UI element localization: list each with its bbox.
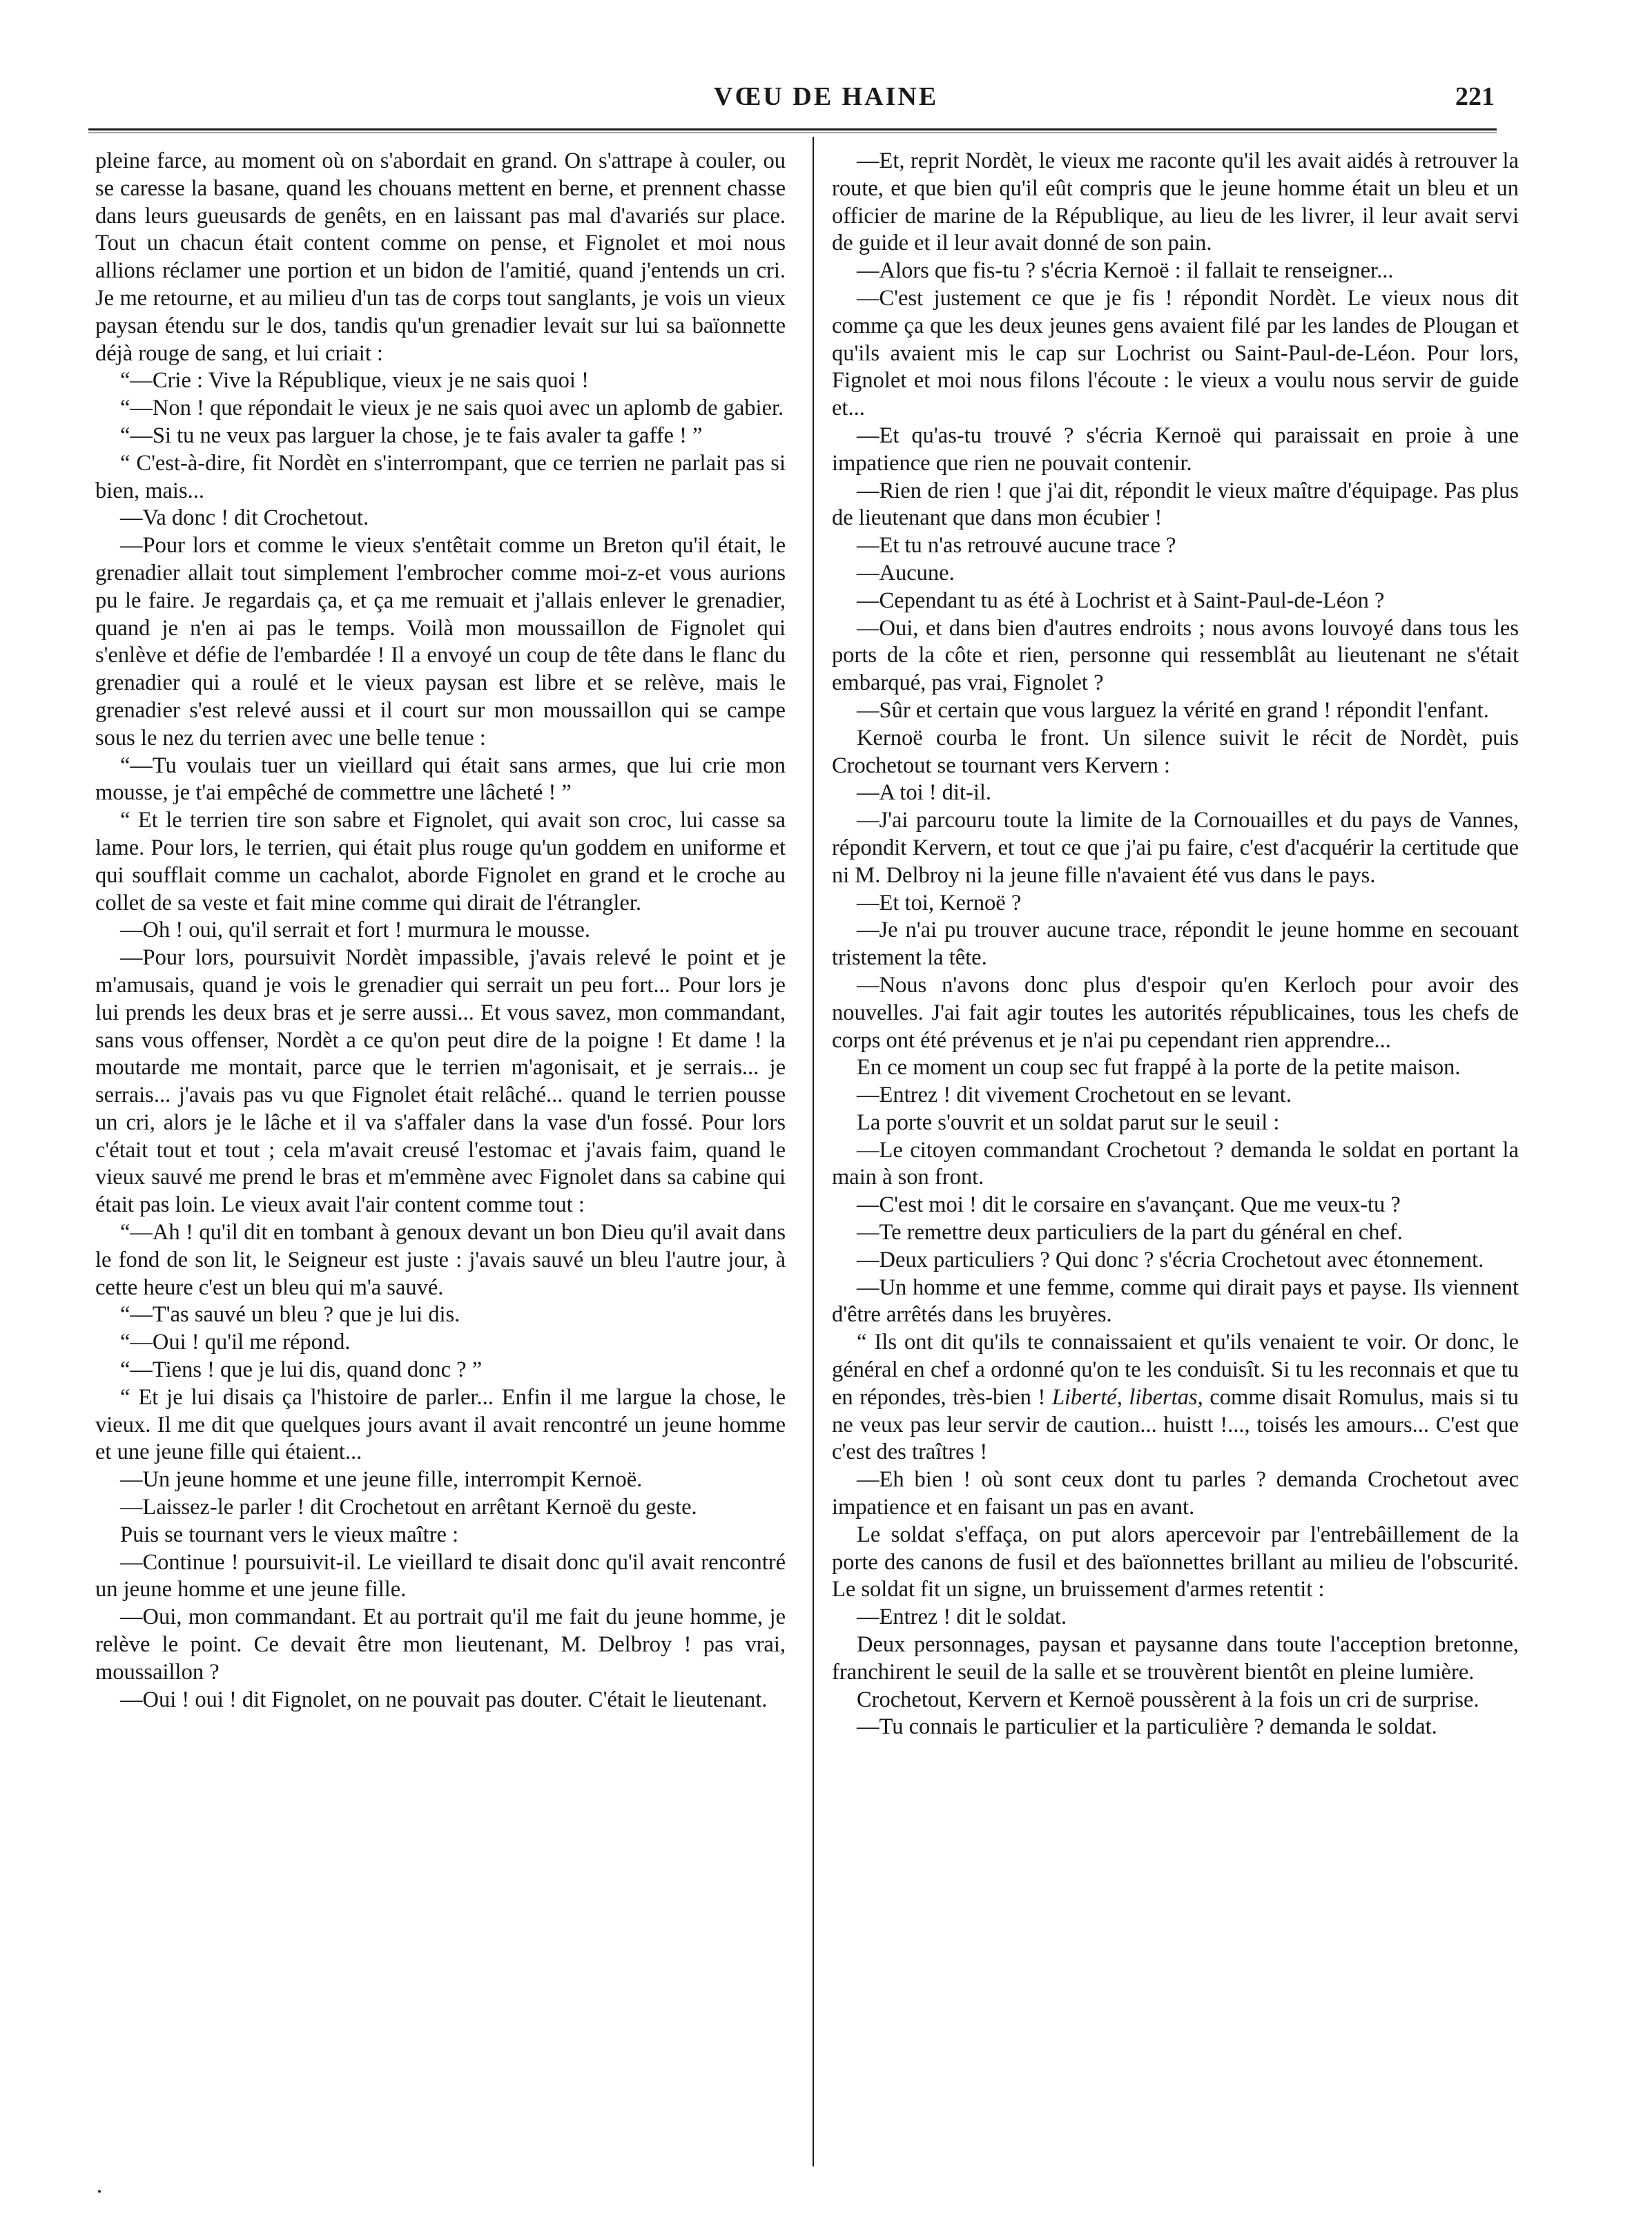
header-rule (88, 128, 1497, 130)
paragraph: —Je n'ai pu trouver aucune trace, répondit le jeune homme en secouant tristement la tête. (832, 918, 1519, 971)
paragraph: —Pour lors, poursuivit Nordèt impassible, j'avais relevé le point et je m'amusais, quand je vois le grenadier qui serrait un peu fort... Pour lors je lui prends les deux bras et je serre aussi... Et vous savez, mon commandant, sans vous offenser, Nordèt a ce qu'on peut dire de la poigne ! Et dame ! la moutarde me montait, parce que le terrien m'agonisait, et je serrais... je serrais... j'avais pas vu que Fignolet était relâché... quand le terrien pousse un cri, alors je le lâche et il va s'affaler dans la vase d'un fossé. Pour lors c'était tout et tout ; cela m'avait creusé l'estomac et j'avais faim, quand le vieux sauvé me prend le bras et m'emmène avec Fignolet dans sa cabine qui était pas loin. Le vieux avait l'air content comme tout : (95, 945, 786, 1218)
paragraph (832, 1329, 1519, 1466)
italic-phrase: Liberté, libertas, (1051, 1384, 1203, 1410)
paragraph: “—T'as sauvé un bleu ? que je lui dis. (120, 1302, 460, 1328)
paragraph: —Oui ! oui ! dit Fignolet, on ne pouvait pas douter. C'était le lieutenant. (120, 1687, 768, 1712)
paragraph: —J'ai parcouru toute la limite de la Cornouailles et du pays de Vannes, répondit Kervern, et tout ce que j'ai pu faire, c'est d'acquérir la certitude que ni M. Delbroy ni la jeune fille n'avaient été vus dans le pays. (832, 808, 1519, 888)
paragraph: —Entrez ! dit vivement Crochetout en se levant. (857, 1083, 1292, 1108)
page-number: 221 (1455, 82, 1495, 111)
paragraph: —Et toi, Kernoë ? (857, 890, 1022, 915)
paragraph: —Le citoyen commandant Crochetout ? demanda le soldat en portant la main à son front. (832, 1137, 1519, 1190)
column-divider (813, 137, 814, 2167)
paragraph: —Un jeune homme et une jeune fille, interrompit Kernoë. (120, 1467, 643, 1493)
paragraph: “—Ah ! qu'il dit en tombant à genoux devant un bon Dieu qu'il avait dans le fond de son lit, le Seigneur est juste : j'avais sauvé un bleu l'autre jour, à cette heure c'est un bleu qui m'a sauvé. (95, 1220, 786, 1300)
paragraph: “—Si tu ne veux pas larguer la chose, je te fais avaler ta gaffe ! ” (120, 423, 703, 448)
left-column (95, 148, 786, 2164)
paragraph: —Laissez-le parler ! dit Crochetout en arrêtant Kernoë du geste. (120, 1495, 697, 1520)
paragraph: Deux personnages, paysan et paysanne dans toute l'acception bretonne, franchirent le seuil de la salle et se trouvèrent bientôt en pleine lumière. (832, 1632, 1519, 1685)
paragraph: —Va donc ! dit Crochetout. (120, 505, 369, 531)
paragraph: “—Oui ! qu'il me répond. (120, 1330, 351, 1355)
paragraph: —Et, reprit Nordèt, le vieux me raconte qu'il les avait aidés à retrouver la route, et que bien qu'il eût compris que le jeune homme était un bleu et un officier de marine de la République, au lieu de les livrer, il leur avait servi de guide et il leur avait donné de son pain. (832, 148, 1519, 256)
paragraph: —Et qu'as-tu trouvé ? s'écria Kernoë qui paraissait en proie à une impatience que rien ne pouvait contenir. (832, 423, 1519, 476)
running-title: VŒU DE HAINE (713, 82, 939, 111)
text-run: comme disait Romulus, mais si tu ne veux pas leur servir de caution... huistt !..., toisés les amours... C'est que c'est des traîtres ! (832, 1384, 1519, 1465)
paragraph: “—Non ! que répondait le vieux je ne sais quoi avec un aplomb de gabier. (120, 396, 784, 421)
right-column (832, 148, 1519, 2164)
paragraph: En ce moment un coup sec fut frappé à la porte de la petite maison. (857, 1055, 1461, 1080)
paragraph: —Oui, et dans bien d'autres endroits ; nous avons louvoyé dans tous les ports de la côte et rien, personne qui ressemblât au lieutenant ne s'était embarqué, pas vrai, Fignolet ? (832, 615, 1519, 696)
paragraph: —C'est justement ce que je fis ! répondit Nordèt. Le vieux nous dit comme ça que les deux jeunes gens avaient filé par les landes de Plougan et qu'ils avaient mis le cap sur Lochrist ou Saint-Paul-de-Léon. Pour lors, Fignolet et moi nous filons l'écoute : le vieux a voulu nous servir de guide et... (832, 285, 1519, 421)
text-run: “ Ils ont dit qu'ils te connaissaient et qu'ils venaient te voir. Or donc, le général en chef a ordonné qu'on te les conduisît. Si tu les reconnais et que tu en répondes, très-bien ! (832, 1330, 1519, 1410)
paragraph: —Entrez ! dit le soldat. (857, 1605, 1067, 1630)
paragraph: “ Et le terrien tire son sabre et Fignolet, qui avait son croc, lui casse sa lame. Pour lors, le terrien, qui était plus rouge qu'un goddem en uniforme et qui soufflait comme un cachalot, aborde Fignolet en grand et le croche au collet de sa veste et fait mine comme qui dirait de l'étrangler. (95, 808, 786, 915)
paragraph: “—Crie : Vive la République, vieux je ne sais quoi ! (120, 368, 589, 394)
paragraph: La porte s'ouvrit et un soldat parut sur le seuil : (857, 1109, 1280, 1135)
paragraph: —Un homme et une femme, comme qui dirait pays et payse. Ils viennent d'être arrêtés dans les bruyères. (832, 1274, 1519, 1328)
paragraph: —Aucune. (857, 560, 955, 585)
paragraph: “ C'est-à-dire, fit Nordèt en s'interrompant, que ce terrien ne parlait pas si bien, mais... (95, 450, 786, 503)
paragraph: —Cependant tu as été à Lochrist et à Saint-Paul-de-Léon ? (857, 588, 1385, 613)
paragraph: “ Et je lui disais ça l'histoire de parler... Enfin il me largue la chose, le vieux. Il me dit que quelques jours avant il avait rencontré un jeune homme et une jeune fille qui étaient... (95, 1384, 786, 1465)
paragraph: —Deux particuliers ? Qui donc ? s'écria Crochetout avec étonnement. (857, 1247, 1484, 1272)
paragraph: Crochetout, Kervern et Kernoë poussèrent à la fois un cri de surprise. (857, 1687, 1479, 1712)
paragraph: —Sûr et certain que vous larguez la vérité en grand ! répondit l'enfant. (857, 697, 1489, 723)
paragraph: —Rien de rien ! que j'ai dit, répondit le vieux maître d'équipage. Pas plus de lieutenant que dans mon écubier ! (832, 478, 1519, 531)
paragraph: pleine farce, au moment où on s'abordait en grand. On s'attrape à couler, ou se caresse la basane, quand les chouans mettent en berne, et prennent chasse dans leurs gueusards de genêts, en en laissant pas mal d'avariés sur place. Tout un chacun était content comme on pense, et Fignolet et moi nous allions réclamer une portion et un bidon de l'amitié, quand j'entends un cri. Je me retourne, et au milieu d'un tas de corps tout sanglants, je vois un vieux paysan étendu sur le dos, tandis qu'un grenadier levait sur lui sa baïonnette déjà rouge de sang, et lui criait : (95, 148, 786, 366)
paragraph: “—Tu voulais tuer un vieillard qui était sans armes, que lui crie mon mousse, je t'ai empêché de commettre une lâcheté ! ” (95, 753, 786, 806)
paragraph: —Tu connais le particulier et la particulière ? demanda le soldat. (857, 1714, 1437, 1740)
paragraph: —Nous n'avons donc plus d'espoir qu'en Kerloch pour avoir des nouvelles. J'ai fait agir toutes les autorités républicaines, tous les chefs de corps ont été prévenus et je n'ai pu cependant rien apprendre... (832, 972, 1519, 1053)
paragraph: —Et tu n'as retrouvé aucune trace ? (857, 533, 1176, 559)
paragraph: —Oh ! oui, qu'il serrait et fort ! murmura le mousse. (120, 918, 590, 943)
paragraph: —Pour lors et comme le vieux s'entêtait comme un Breton qu'il était, le grenadier allait tout simplement l'embrocher comme moi-z-et vous aurions pu le faire. Je regardais ça, et ça me remuait et j'allais enlever le grenadier, quand je n'en ai pas le temps. Voilà mon moussaillon de Fignolet qui s'enlève et défie de l'embardée ! Il a envoyé un coup de tête dans le flanc du grenadier qui a roulé et le vieux paysan est libre et se relève, mais le grenadier s'est relevé aussi et il court sur mon moussaillon qui se campe sous le nez du terrien avec une belle tenue : (95, 533, 786, 750)
paragraph: Le soldat s'effaça, on put alors apercevoir par l'entrebâillement de la porte des canons de fusil et des baïonnettes brillant au milieu de l'obscurité. Le soldat fit un signe, un bruissement d'armes retentit : (832, 1522, 1519, 1602)
print-speck (98, 2190, 101, 2193)
paragraph: —A toi ! dit-il. (857, 780, 991, 806)
paragraph: Puis se tournant vers le vieux maître : (120, 1522, 459, 1547)
paragraph: “—Tiens ! que je lui dis, quand donc ? ” (120, 1357, 483, 1383)
paragraph: —Continue ! poursuivit-il. Le vieillard te disait donc qu'il avait rencontré un jeune homme et une jeune fille. (95, 1549, 786, 1602)
paragraph: —Te remettre deux particuliers de la part du général en chef. (857, 1220, 1403, 1245)
paragraph: —Eh bien ! où sont ceux dont tu parles ? demanda Crochetout avec impatience et en faisant un pas en avant. (832, 1467, 1519, 1520)
paragraph: —Oui, mon commandant. Et au portrait qu'il me fait du jeune homme, je relève le point. Ce devait être mon lieutenant, M. Delbroy ! pas vrai, moussaillon ? (95, 1605, 786, 1685)
paragraph: Kernoë courba le front. Un silence suivit le récit de Nordèt, puis Crochetout se tournant vers Kervern : (832, 725, 1519, 778)
paragraph: —Alors que fis-tu ? s'écria Kernoë : il fallait te renseigner... (857, 258, 1394, 284)
paragraph: —C'est moi ! dit le corsaire en s'avançant. Que me veux-tu ? (857, 1192, 1401, 1218)
